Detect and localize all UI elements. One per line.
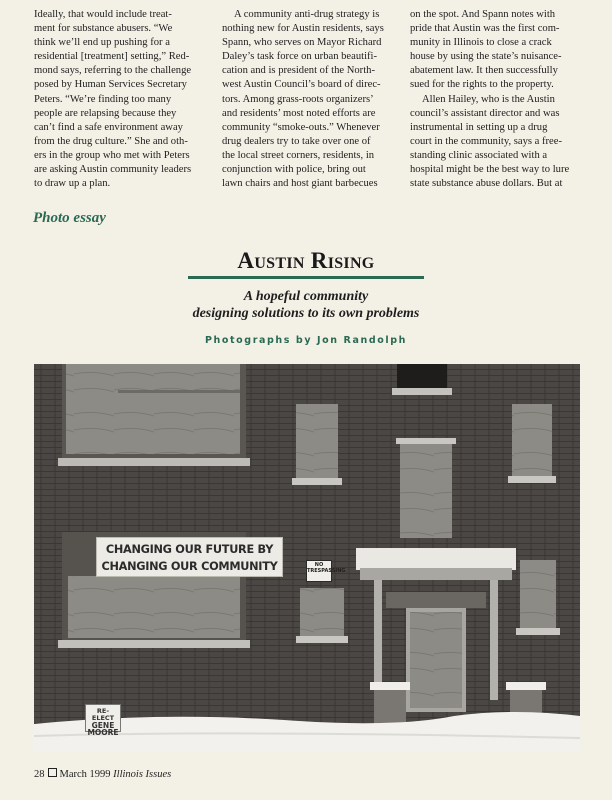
text-line: can’t find a safe environment away bbox=[34, 121, 183, 133]
sign-line-1: NO bbox=[314, 562, 324, 568]
text-line: lawn chairs and host giant barbecues bbox=[222, 178, 378, 190]
text-line: tors. Among grass-roots organizers’ bbox=[222, 93, 374, 105]
campaign-yard-sign bbox=[85, 704, 121, 737]
community-banner bbox=[96, 537, 283, 577]
text-line: to draw up a plan. bbox=[34, 178, 111, 190]
text-line: Allen Hailey, who is the Austin bbox=[422, 93, 555, 105]
banner-line-1: CHANGING OUR FUTURE BY bbox=[105, 543, 274, 556]
text-line: residential [treatment] setting,” Red- bbox=[34, 51, 190, 63]
page-footer bbox=[34, 768, 171, 780]
text-line: community “smoke-outs.” Whenever bbox=[222, 121, 380, 133]
text-line: council’s assistant director and was bbox=[410, 107, 560, 119]
text-line: people are relapsing because they bbox=[34, 107, 177, 119]
text-line: Daley’s task force on urban beautifi- bbox=[222, 51, 378, 63]
text-line: sued for the rights to the property. bbox=[410, 79, 554, 91]
text-line: hospital might be the best way to lure bbox=[410, 164, 570, 176]
text-line: standing clinic associated with a bbox=[410, 149, 548, 161]
text-line: are asking Austin community leaders bbox=[34, 164, 192, 176]
text-line: house by using the state’s nuisance- bbox=[410, 51, 562, 63]
article-column-3 bbox=[410, 8, 588, 191]
text-line: on the spot. And Spann notes with bbox=[410, 9, 556, 20]
text-line: A community anti-drug strategy is bbox=[234, 9, 380, 20]
text-line: ers in the group who met with Peters bbox=[34, 149, 190, 161]
text-line: cation and is president of the North- bbox=[222, 65, 375, 77]
text-line: abatement law. It then successfully bbox=[410, 65, 558, 77]
text-line: the local street corners, residents, in bbox=[222, 149, 375, 161]
text-line: Ideally, that would include treat- bbox=[34, 9, 172, 20]
square-bullet-icon bbox=[48, 768, 57, 777]
banner-line-2: CHANGING OUR COMMUNITY bbox=[101, 560, 278, 573]
deck bbox=[150, 288, 462, 322]
yard-sign-line-2: GENE bbox=[91, 721, 115, 730]
sign-line-2: TRESPASSING bbox=[307, 567, 346, 574]
page-number: 28 bbox=[34, 769, 45, 780]
article-column-2 bbox=[222, 8, 400, 191]
text-line: pride that Austin was the first com- bbox=[410, 23, 560, 35]
deck-line-2: designing solutions to its own problems bbox=[192, 306, 420, 321]
photo-boarded-building bbox=[34, 364, 580, 752]
article-column-1 bbox=[34, 8, 212, 191]
text-line: munity in Illinois to close a crack bbox=[410, 37, 552, 49]
text-line: instrumental in setting up a drug bbox=[410, 121, 548, 133]
headline: Austin Rising bbox=[237, 248, 375, 273]
magazine-name: Illinois Issues bbox=[113, 769, 172, 780]
text-line: court in the community, says a free- bbox=[410, 135, 562, 147]
text-line: mond says, referring to the challenge bbox=[34, 65, 192, 77]
text-line: and residents’ most noted efforts are bbox=[222, 107, 376, 119]
deck-line-1: A hopeful community bbox=[243, 289, 369, 304]
yard-sign-line-1: RE-ELECT bbox=[91, 707, 115, 722]
text-line: Peters. “We’re finding too many bbox=[34, 93, 172, 105]
photo-byline: Photographs by Jon Randolph bbox=[204, 335, 407, 346]
text-line: think we’ll end up pushing for a bbox=[34, 37, 170, 49]
section-label: Photo essay bbox=[33, 210, 106, 226]
no-trespassing-sign bbox=[306, 560, 346, 582]
text-line: nothing new for Austin residents, says bbox=[222, 23, 384, 35]
text-line: west Austin Council’s board of direc- bbox=[222, 79, 381, 91]
text-line: drug dealers try to take over one of bbox=[222, 135, 371, 147]
headline-rule bbox=[188, 276, 424, 279]
text-line: Spann, who serves on Mayor Richard bbox=[222, 37, 382, 49]
text-line: state substance abuse dollars. But at bbox=[410, 178, 563, 190]
issue-date: March 1999 bbox=[59, 769, 111, 780]
text-line: ment for substance abusers. “We bbox=[34, 23, 173, 35]
text-line: posed by Human Services Secretary bbox=[34, 79, 187, 91]
yard-sign-line-3: MOORE bbox=[87, 728, 119, 737]
text-line: from the drug culture.” She and oth- bbox=[34, 135, 188, 147]
text-line: conjunction with police, bring out bbox=[222, 164, 366, 176]
